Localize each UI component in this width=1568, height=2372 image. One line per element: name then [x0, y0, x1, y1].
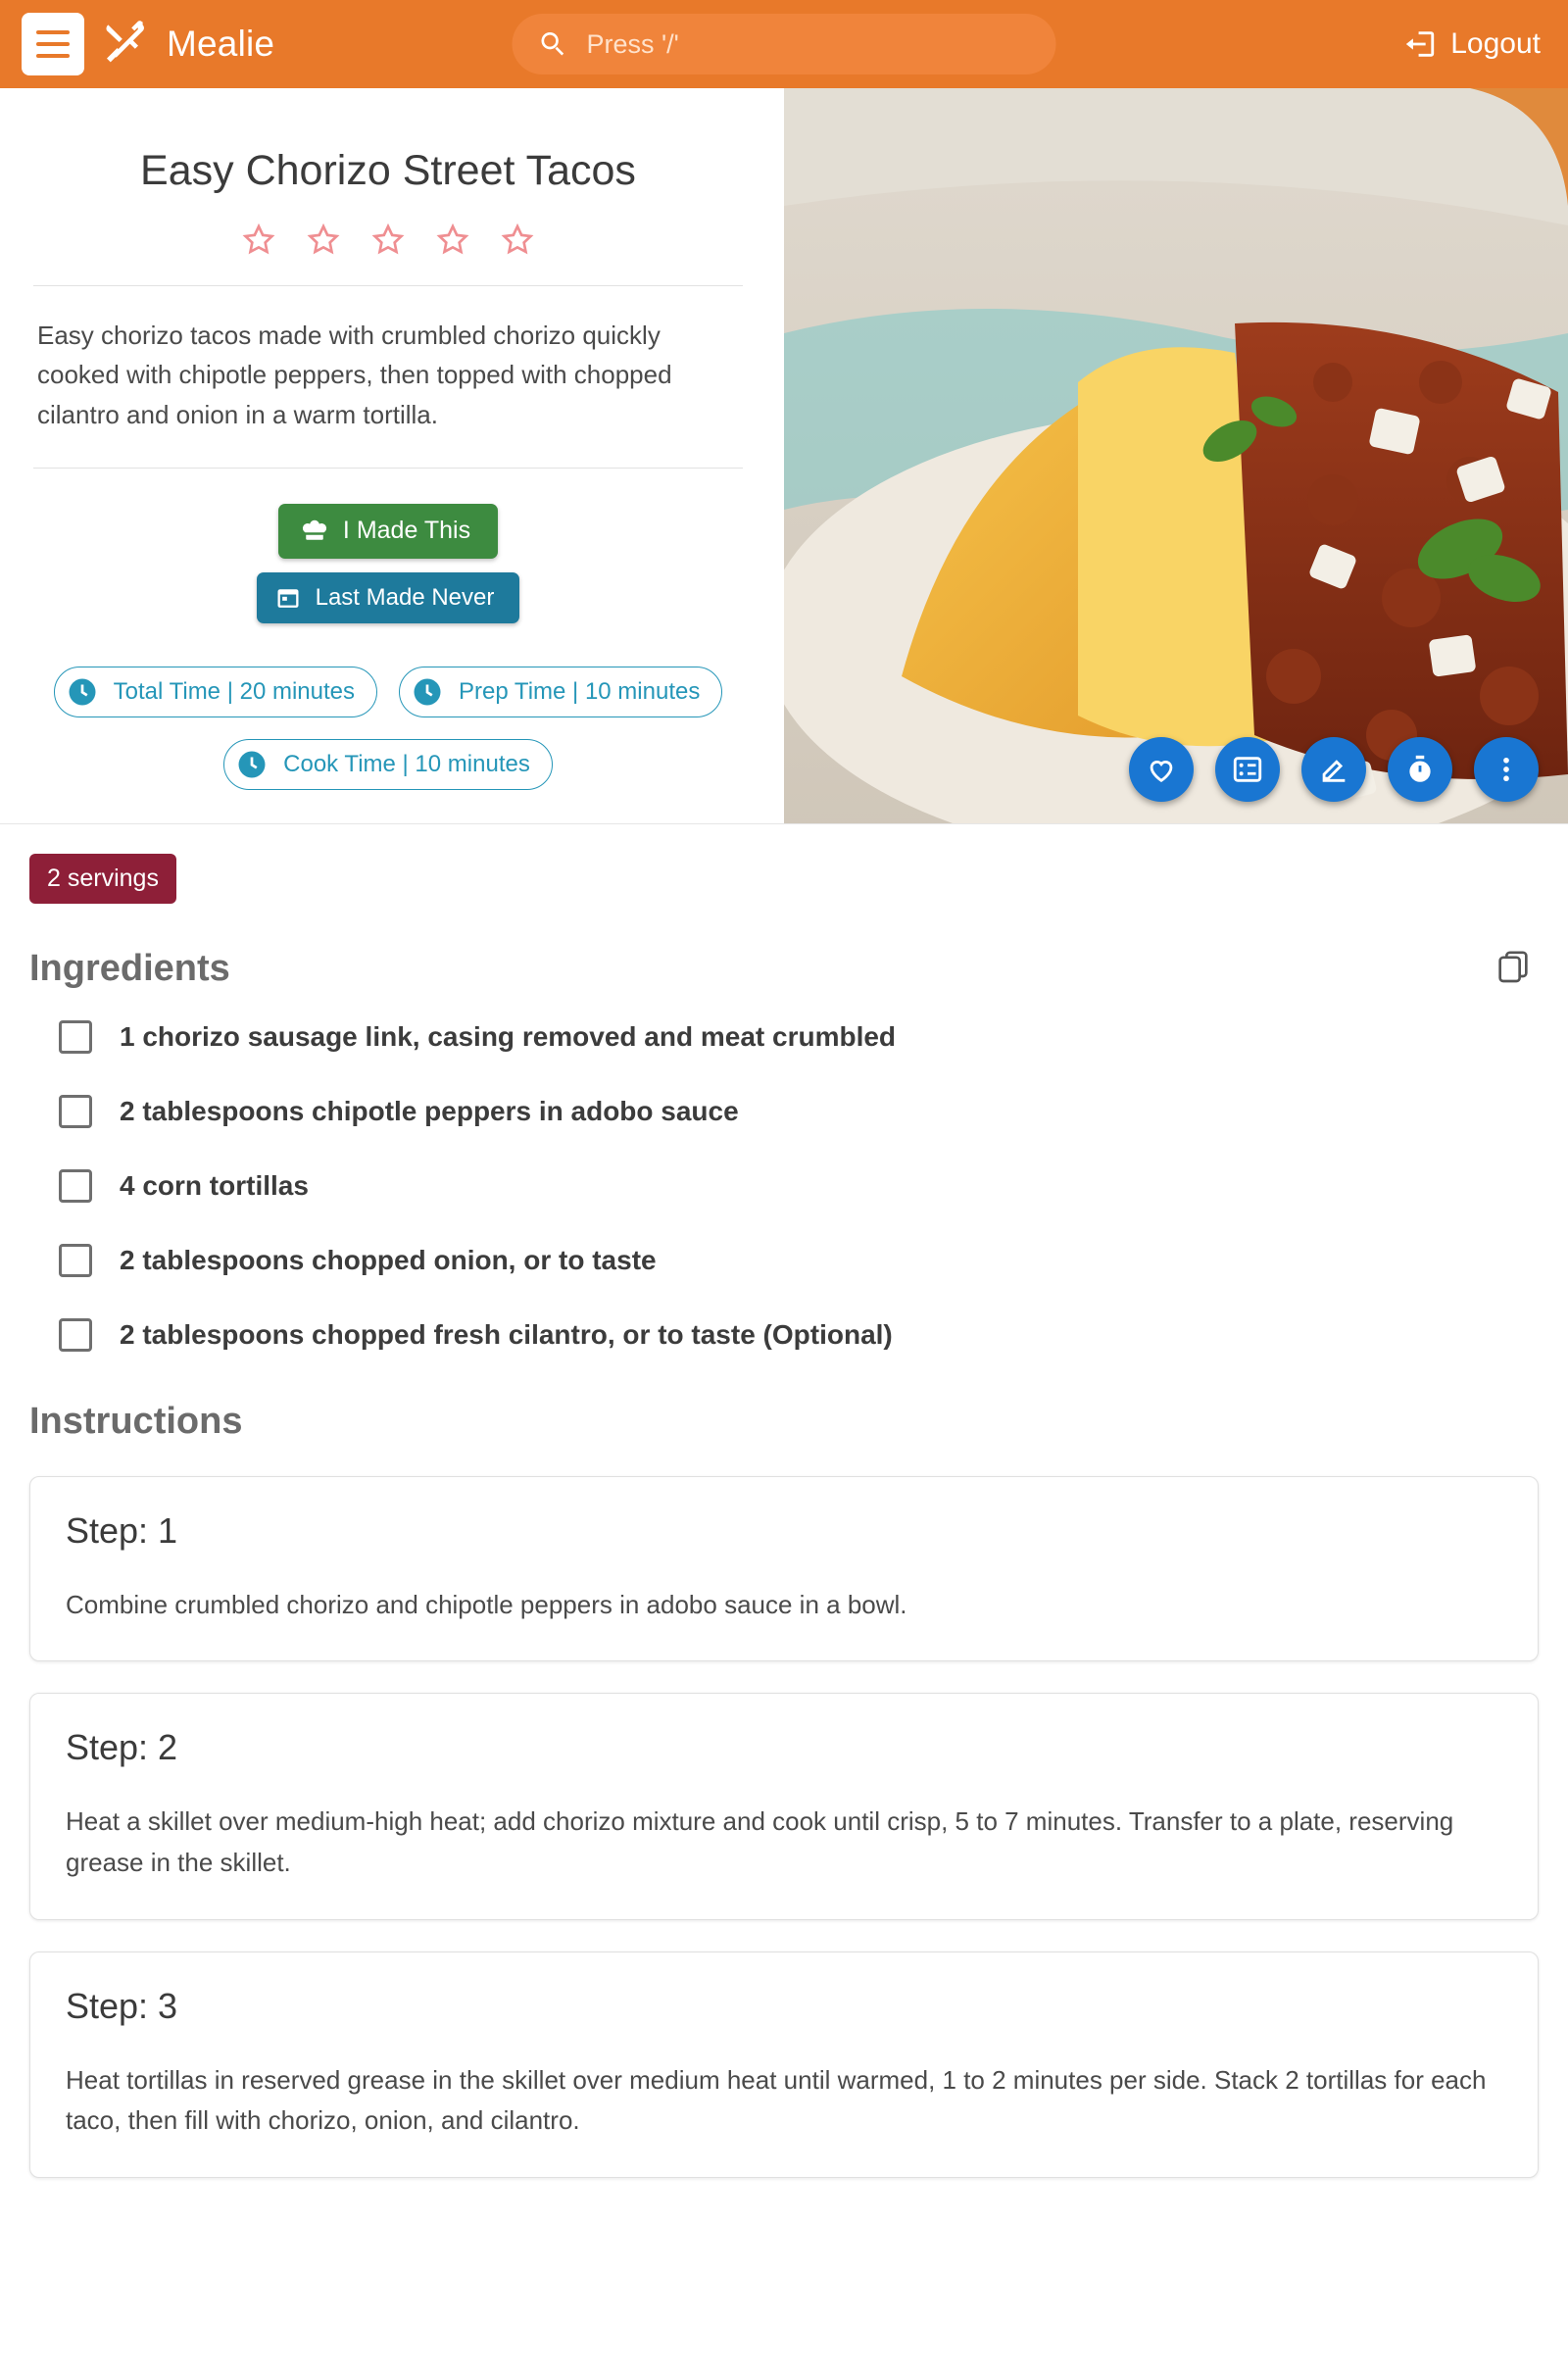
step-title: Step: 2: [66, 1727, 178, 1768]
total-time-chip[interactable]: [54, 667, 377, 717]
edit-fab[interactable]: [1301, 737, 1366, 802]
cook-time-chip[interactable]: [223, 739, 553, 790]
step-text: Combine crumbled chorizo and chipotle peppers in adobo sauce in a bowl.: [66, 1589, 907, 1619]
add-to-list-fab[interactable]: [1215, 737, 1280, 802]
logout-button[interactable]: [1403, 27, 1546, 61]
copy-icon[interactable]: [1488, 941, 1539, 997]
chef-hat-icon: [300, 517, 329, 546]
clock-icon: [410, 674, 445, 710]
app-bar: [0, 0, 1568, 88]
ingredient-checkbox[interactable]: [59, 1020, 92, 1054]
timer-fab[interactable]: [1388, 737, 1452, 802]
ingredient-label: 2 tablespoons chopped onion, or to taste: [120, 1244, 657, 1275]
ingredient-label: 4 corn tortillas: [120, 1169, 309, 1201]
total-time-label: Total Time | 20 minutes: [113, 677, 355, 705]
step-title: Step: 1: [66, 1509, 178, 1551]
search-icon: [538, 28, 569, 60]
last-made-button[interactable]: [257, 572, 520, 623]
favorite-fab[interactable]: [1129, 737, 1194, 802]
star-icon[interactable]: [433, 221, 472, 260]
ingredients-title: Ingredients: [29, 947, 230, 989]
instruction-step[interactable]: [29, 1693, 1539, 1919]
list-item[interactable]: [59, 1020, 1539, 1054]
rating-stars[interactable]: [33, 221, 743, 260]
hamburger-icon[interactable]: [22, 13, 84, 75]
recipe-body: [0, 824, 1568, 2178]
list-item[interactable]: [59, 1169, 1539, 1203]
ingredient-list: [29, 1020, 1539, 1352]
time-chips: [33, 667, 743, 790]
brand[interactable]: [102, 21, 274, 68]
heart-icon: [1145, 753, 1178, 786]
recipe-hero: [0, 88, 1568, 824]
star-icon[interactable]: [368, 221, 408, 260]
ingredient-label: 1 chorizo sausage link, casing removed and meat crumbled: [120, 1020, 897, 1052]
step-text: Heat tortillas in reserved grease in the skillet over medium heat until warmed, 1 to 2 minutes per side. Stack 2 tortillas for each taco, then fill with chorizo, onion, and cilantro.: [66, 2064, 1487, 2136]
timer-icon: [1403, 753, 1437, 786]
dots-vertical-icon: [1490, 753, 1523, 786]
list-item[interactable]: [59, 1244, 1539, 1277]
recipe-description: Easy chorizo tacos made with crumbled chorizo quickly cooked with chipotle peppers, then topped with chopped cilantro and onion in a warm tortilla.: [37, 321, 672, 429]
recipe-action-buttons: [1129, 737, 1539, 802]
recipe-summary: [0, 88, 784, 823]
prep-time-chip[interactable]: [399, 667, 722, 717]
star-icon[interactable]: [239, 221, 278, 260]
step-title: Step: 3: [66, 1985, 178, 2026]
more-options-fab[interactable]: [1474, 737, 1539, 802]
star-icon[interactable]: [498, 221, 537, 260]
ingredient-checkbox[interactable]: [59, 1244, 92, 1277]
search-bar[interactable]: [513, 14, 1056, 74]
ingredient-label: 2 tablespoons chopped fresh cilantro, or to taste (Optional): [120, 1318, 893, 1350]
instruction-step[interactable]: [29, 1952, 1539, 2178]
cook-time-label: Cook Time | 10 minutes: [283, 750, 530, 777]
last-made-label: Last Made Never: [315, 583, 495, 611]
divider: [33, 468, 743, 469]
clock-icon: [65, 674, 100, 710]
brand-name: Mealie: [167, 24, 275, 64]
list-icon: [1231, 753, 1264, 786]
list-item[interactable]: [59, 1318, 1539, 1352]
prep-time-label: Prep Time | 10 minutes: [459, 677, 701, 705]
page-title: Easy Chorizo Street Tacos: [140, 147, 636, 194]
ingredient-checkbox[interactable]: [59, 1318, 92, 1352]
star-icon[interactable]: [304, 221, 343, 260]
fork-knife-icon: [102, 21, 149, 68]
i-made-this-label: I Made This: [342, 517, 471, 545]
ingredient-checkbox[interactable]: [59, 1095, 92, 1128]
made-actions: [33, 504, 743, 623]
clock-icon: [234, 747, 270, 782]
ingredient-label: 2 tablespoons chipotle peppers in adobo sauce: [120, 1095, 739, 1126]
logout-label: Logout: [1450, 27, 1541, 60]
calendar-icon: [274, 584, 302, 612]
logout-icon: [1403, 27, 1437, 61]
list-item[interactable]: [59, 1095, 1539, 1128]
recipe-photo: [784, 88, 1568, 823]
ingredient-checkbox[interactable]: [59, 1169, 92, 1203]
search-input[interactable]: [585, 28, 1031, 61]
instructions-title: Instructions: [29, 1400, 243, 1442]
i-made-this-button[interactable]: [278, 504, 498, 559]
divider: [33, 285, 743, 286]
pencil-icon: [1317, 753, 1350, 786]
recipe-image: [784, 88, 1568, 823]
ingredients-header: [29, 941, 1539, 997]
step-text: Heat a skillet over medium-high heat; add chorizo mixture and cook until crisp, 5 to 7 minutes. Transfer to a plate, reserving grease in the skillet.: [66, 1806, 1454, 1878]
instruction-step[interactable]: [29, 1476, 1539, 1662]
servings-badge[interactable]: 2 servings: [29, 854, 176, 904]
